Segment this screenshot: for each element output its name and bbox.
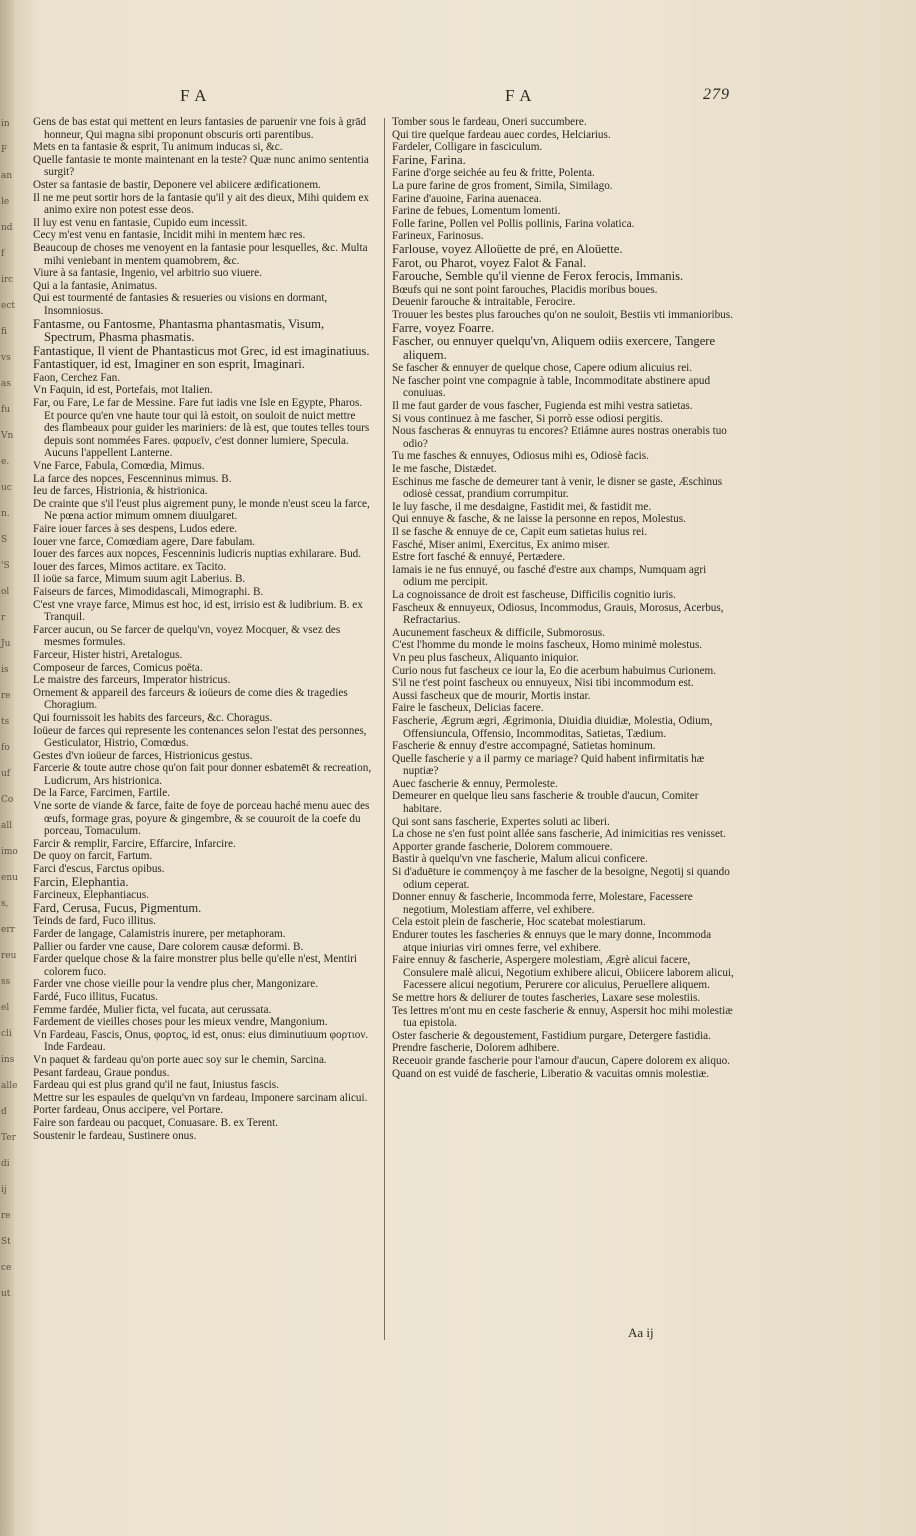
dictionary-entry: Fardé, Fuco illitus, Fucatus. xyxy=(33,990,158,1003)
dictionary-entry: Iouer des farces, Mimos actitare. ex Tacito. xyxy=(33,560,227,573)
dictionary-entry: Quand on est vuidé de fascherie, Liberatio & vacuitas omnis molestiæ. xyxy=(392,1067,709,1080)
dictionary-entry: Fascheux & ennuyeux, Odiosus, Incommodus, Grauis, Morosus, Acerbus, Refractarius. xyxy=(392,601,724,627)
dictionary-entry: De crainte que s'il l'eust plus aigrement puny, le monde n'eust sceu la farce, Ne pœna actior mimum omnem diuulgaret. xyxy=(33,497,370,523)
dictionary-entry: Il se fasche & ennuye de ce, Capit eum satietas huius rei. xyxy=(392,526,648,538)
marginalia-fragment: err xyxy=(1,925,15,935)
marginalia-fragment: le xyxy=(1,197,10,207)
marginalia-fragment: ol xyxy=(1,587,10,597)
dictionary-entry: Faire le fascheux, Delicias facere. xyxy=(392,702,544,715)
marginalia-fragment: d xyxy=(1,1107,7,1117)
dictionary-entry: Fardement de vieilles choses pour les mieux vendre, Mangonium. xyxy=(33,1016,328,1029)
dictionary-entry: Curio nous fut fascheux ce iour la, Eo die acerbum habuimus Curionem. xyxy=(392,664,717,677)
marginalia-fragment: irc xyxy=(1,275,14,285)
dictionary-entry: Deuenir farouche & intraitable, Ferocire. xyxy=(392,296,576,309)
marginalia-fragment: re xyxy=(1,1211,11,1221)
marginalia-fragment: f xyxy=(1,249,5,259)
dictionary-entry: Far, ou Fare, Le far de Messine. Fare fut iadis vne Isle en Egypte, Pharos. Et pource qu'en vne haute tour qui là estoit, on souloit de nuict mettre des flambeaux pour guider les mariniers: de là est, que toutes telles tours depuis sont nommées Fares. φαρυεῖν, c'est donner lumiere, Specula. Aucuns l'appellent Lanterne. xyxy=(33,397,370,460)
dictionary-entry: La farce des nopces, Fescenninus mimus. B. xyxy=(33,472,232,485)
dictionary-entry: La pure farine de gros froment, Simila, Similago. xyxy=(392,179,613,192)
dictionary-entry: Gestes d'vn ioüeur de farces, Histrionicus gestus. xyxy=(33,749,253,762)
marginalia-fragment: alle xyxy=(1,1081,18,1091)
dictionary-entry: Farlouse, voyez Alloüette de pré, en Aloüette. xyxy=(392,241,623,256)
dictionary-entry: Farder quelque chose & la faire monstrer plus belle qu'elle n'est, Mentiri colorem fuco. xyxy=(33,953,358,978)
dictionary-entry: Farceur, Hister histri, Aretalogus. xyxy=(33,648,183,661)
dictionary-entry: Vn Fardeau, Fascis, Onus, φορτος, id est, onus: eius diminutiuum φορτιον. Inde Fardeau. xyxy=(33,1028,369,1054)
dictionary-entry: Farcineux, Elephantiacus. xyxy=(33,889,149,902)
dictionary-entry: Ne fascher point vne compagnie à table, Incommoditate abstinere apud conuiuas. xyxy=(392,374,711,400)
marginalia-fragment: ts xyxy=(1,717,10,727)
marginalia-fragment: fo xyxy=(1,743,10,753)
dictionary-entry: Composeur de farces, Comicus poëta. xyxy=(33,661,203,674)
dictionary-entry: Farcerie & toute autre chose qu'on fait pour donner esbatemēt & recreation, Ludicrum, Ars histrionica. xyxy=(33,762,372,787)
dictionary-entry: Eschinus me fasche de demeurer tant à venir, le disner se gaste, Æschinus odiosè cessat, prandium corrumpitur. xyxy=(392,475,723,501)
dictionary-entry: Farine d'orge seichée au feu & fritte, Polenta. xyxy=(392,167,595,180)
dictionary-entry: Prendre fascherie, Dolorem adhibere. xyxy=(392,1042,560,1055)
page-number: 279 xyxy=(703,86,730,103)
signature-mark: Aa ij xyxy=(628,1325,654,1340)
marginalia-fragment: S xyxy=(1,535,8,545)
dictionary-entry: Ornement & appareil des farceurs & ioüeurs de come dies & tragedies Choragium. xyxy=(33,686,348,712)
dictionary-entry: Aucunement fascheux & difficile, Submorosus. xyxy=(392,626,605,639)
dictionary-entry: Fascherie & ennuy d'estre accompagné, Satietas hominum. xyxy=(392,740,656,753)
dictionary-entry: Iouer vne farce, Comœdiam agere, Dare fabulam. xyxy=(33,535,256,548)
dictionary-entry: Nous fascheras & ennuyras tu encores? Etiámne aures nostras onerabis tuo odio? xyxy=(392,425,727,450)
dictionary-entry: C'est l'homme du monde le moins fascheux, Homo minimè molestus. xyxy=(392,639,703,652)
marginalia-fragment: cli xyxy=(1,1029,12,1039)
dictionary-entry: Faire iouer farces à ses despens, Ludos edere. xyxy=(33,523,238,535)
dictionary-entry: Fantasme, ou Fantosme, Phantasma phantasmatis, Visum, Spectrum, Phasma phasmatis. xyxy=(33,316,325,345)
dictionary-entry: Auec fascherie & ennuy, Permoleste. xyxy=(392,777,558,790)
dictionary-entry: Apporter grande fascherie, Dolorem commouere. xyxy=(392,840,613,853)
dictionary-entry: Vne sorte de viande & farce, faite de foye de porceau haché menu auec des œufs, formage gras, poyure & gingembre, & se couuroit de la coefe du porceau, Tomaculum. xyxy=(33,800,370,838)
dictionary-entry: Soustenir le fardeau, Sustinere onus. xyxy=(33,1129,197,1142)
previous-page-marginalia xyxy=(0,0,18,1536)
dictionary-entry: Fascherie, Ægrum ægri, Ægrimonia, Diuidia diuidiæ, Molestia, Odium, Offensiuncula, Offensio, Incommoditas, Satietas, Tædium. xyxy=(392,714,713,740)
dictionary-entry: Farcer aucun, ou Se farcer de quelqu'vn, voyez Mocquer, & vsez des mesmes formules. xyxy=(33,623,341,649)
dictionary-entry: Farcir & remplir, Farcire, Effarcire, Infarcire. xyxy=(33,837,236,850)
marginalia-fragment: Co xyxy=(1,795,14,805)
marginalia-fragment: as xyxy=(1,379,11,389)
dictionary-entry: Femme fardée, Mulier ficta, vel fucata, aut cerussata. xyxy=(33,1003,272,1016)
marginalia-fragment: ut xyxy=(1,1289,11,1299)
dictionary-entry: Viure à sa fantasie, Ingenio, vel arbitrio suo viuere. xyxy=(33,267,262,280)
right-running-head: FA xyxy=(505,86,538,105)
dictionary-entry: Folle farine, Pollen vel Pollis pollinis, Farina volatica. xyxy=(392,217,635,230)
dictionary-entry: Vn peu plus fascheux, Aliquanto iniquior. xyxy=(392,651,579,664)
marginalia-fragment: fi xyxy=(1,327,8,337)
dictionary-entry: Faire ennuy & fascherie, Aspergere molestiam, Ægrè alicui facere, Consulere malè alicui, Negotium exhibere alicui, Obiicere laborem alicui, Facessere alicui negotium, Perurere cor alicuius, Peruellere aliquem. xyxy=(392,954,734,992)
dictionary-entry: Donner ennuy & fascherie, Incommoda ferre, Molestare, Facessere negotium, Molestiam afferre, vel exhibere. xyxy=(392,891,693,916)
dictionary-entry: Cecy m'est venu en fantasie, Incidit mihi in mentem hæc res. xyxy=(33,229,306,242)
marginalia-fragment: ins xyxy=(1,1055,15,1065)
dictionary-entry: Si vous continuez à me fascher, Si porrò esse odiosi pergitis. xyxy=(392,412,663,425)
marginalia-fragment: re xyxy=(1,691,11,701)
dictionary-entry: Beaucoup de choses me venoyent en la fantasie pour lesquelles, &c. Multa mihi veniebant in mentem quamobrem, &c. xyxy=(33,241,368,267)
dictionary-entry: Iouer des farces aux nopces, Fescenninis ludicris nuptias exhilarare. Bud. xyxy=(33,548,362,561)
dictionary-entry: Faire son fardeau ou pacquet, Conuasare. B. ex Terent. xyxy=(33,1116,279,1129)
dictionary-entry: Qui sont sans fascherie, Expertes soluti ac liberi. xyxy=(392,815,610,828)
dictionary-entry: Le maistre des farceurs, Imperator histricus. xyxy=(33,674,231,687)
dictionary-entry: Faiseurs de farces, Mimodidascali, Mimographi. B. xyxy=(33,585,264,598)
column-rule xyxy=(384,118,385,1340)
dictionary-entry: Quelle fascherie y a il parmy ce mariage? Quid habent infirmitatis hæ nuptiæ? xyxy=(392,752,705,778)
marginalia-fragment: e. xyxy=(1,457,10,467)
dictionary-entry: Farder de langage, Calamistris inurere, per metaphoram. xyxy=(33,928,286,940)
marginalia-fragment: ij xyxy=(1,1185,7,1195)
dictionary-entry: Mettre sur les espaules de quelqu'vn vn fardeau, Imponere sarcinam alicui. xyxy=(33,1091,368,1104)
dictionary-entry: Tes lettres m'ont mu en ceste fascherie & ennuy, Aspersit hoc mihi molestiæ tua epistola. xyxy=(392,1004,733,1030)
left-running-head: FA xyxy=(180,86,213,105)
marginalia-fragment: imo xyxy=(1,847,18,857)
marginalia-fragment: an xyxy=(1,171,13,181)
marginalia-fragment: is xyxy=(1,665,9,675)
dictionary-entry: Receuoir grande fascherie pour l'amour d'aucun, Capere dolorem ex aliquo. xyxy=(392,1054,730,1067)
dictionary-entry: Iamais ie ne fus ennuyé, ou fasché d'estre aux champs, Numquam agri odium me percipit. xyxy=(392,563,707,589)
marginalia-fragment: Ter xyxy=(1,1133,16,1143)
dictionary-entry: Oster fascherie & degoustement, Fastidium purgare, Detergere fastidia. xyxy=(392,1029,711,1042)
dictionary-entry: Farine de febues, Lomentum lomenti. xyxy=(392,205,561,218)
marginalia-fragment: St xyxy=(1,1237,11,1247)
dictionary-entry: Farci d'escus, Farctus opibus. xyxy=(33,863,165,876)
dictionary-entry: Ieu de farces, Histrionia, & histrionica. xyxy=(33,485,208,498)
dictionary-entry: La chose ne s'en fust point allée sans fascherie, Ad inimicitias res venisset. xyxy=(392,828,726,841)
marginalia-fragment: nd xyxy=(1,223,13,233)
dictionary-entry: Teinds de fard, Fuco illitus. xyxy=(33,915,156,928)
marginalia-fragment: r xyxy=(1,613,6,623)
marginalia-fragment: ect xyxy=(1,301,15,311)
dictionary-entry: Fantastique, Il vient de Phantasticus mot Grec, id est imaginatiuus. xyxy=(33,343,370,358)
dictionary-entry: Farcin, Elephantia. xyxy=(33,874,129,889)
marginalia-fragment: in xyxy=(1,119,10,129)
dictionary-entry: Fard, Cerusa, Fucus, Pigmentum. xyxy=(33,900,202,915)
dictionary-entry: Qui ennuye & fasche, & ne laisse la personne en repos, Molestus. xyxy=(392,513,686,526)
dictionary-entry: Mets en ta fantasie & esprit, Tu animum inducas si, &c. xyxy=(33,141,283,154)
dictionary-entry: Il me faut garder de vous fascher, Fugienda est mihi vestra satietas. xyxy=(392,400,693,413)
dictionary-entry: Trouuer les bestes plus farouches qu'on ne souloit, Bestiis vti immanioribus. xyxy=(392,308,733,321)
marginalia-fragment: Ju xyxy=(1,639,11,649)
marginalia-fragment: uc xyxy=(1,483,12,493)
dictionary-entry: Oster sa fantasie de bastir, Deponere vel abiicere ædificationem. xyxy=(33,178,321,191)
dictionary-entry: Farine d'auoine, Farina auenacea. xyxy=(392,192,542,205)
dictionary-entry: Qui a la fantasie, Animatus. xyxy=(33,279,158,292)
dictionary-entry: Si d'aduēture ie commençoy à me fascher de la besoigne, Negotij si quando odium ceperat. xyxy=(392,866,730,891)
marginalia-fragment: Vn xyxy=(1,431,14,441)
dictionary-entry: Farouche, Semble qu'il vienne de Ferox ferocis, Immanis. xyxy=(392,269,684,284)
marginalia-fragment: fu xyxy=(1,405,11,415)
dictionary-entry: De la Farce, Farcimen, Fartile. xyxy=(33,787,170,800)
dictionary-entry: Faon, Cerchez Fan. xyxy=(33,371,120,384)
marginalia-fragment: n. xyxy=(1,509,10,519)
dictionary-entry: Farine, Farina. xyxy=(392,152,466,167)
dictionary-entry: La cognoissance de droit est fascheuse, Difficilis cognitio iuris. xyxy=(392,588,676,601)
dictionary-entry: Il luy est venu en fantasie, Cupido eum incessit. xyxy=(33,216,248,229)
dictionary-entry: Vne Farce, Fabula, Comœdia, Mimus. xyxy=(33,460,205,473)
marginalia-fragment: enu xyxy=(1,873,18,883)
marginalia-fragment: 'S xyxy=(1,561,10,571)
marginalia-fragment: di xyxy=(1,1159,10,1169)
dictionary-entry: Bœufs qui ne sont point farouches, Placidis moribus boues. xyxy=(392,283,658,296)
dictionary-entry: Qui est tourmenté de fantasies & resueries ou visions en dormant, Insomniosus. xyxy=(33,292,328,317)
dictionary-entry: Vn paquet & fardeau qu'on porte auec soy sur le chemin, Sarcina. xyxy=(33,1053,327,1066)
dictionary-entry: Ioüeur de farces qui represente les contenances selon l'estat des personnes, Gesticulator, Histrio, Comœdus. xyxy=(33,724,367,750)
marginalia-fragment: F xyxy=(1,145,8,155)
dictionary-entry: Il ne me peut sortir hors de la fantasie qu'il y ait des dieux, Mihi quidem ex animo exire non potest esse deos. xyxy=(33,191,370,217)
dictionary-entry: De quoy on farcit, Fartum. xyxy=(33,850,153,863)
dictionary-entry: Fascher, ou ennuyer quelqu'vn, Aliquem odiis exercere, Tangere aliquem. xyxy=(392,334,716,362)
dictionary-entry: Endurer toutes les fascheries & ennuys que le mary donne, Incommoda atque iniurias viri omnes ferre, vel exhibere. xyxy=(392,929,712,954)
dictionary-entry: Farder vne chose vieille pour la vendre plus cher, Mangonizare. xyxy=(33,978,319,991)
dictionary-entry: Aussi fascheux que de mourir, Mortis instar. xyxy=(392,689,591,702)
dictionary-entry: Farineux, Farinosus. xyxy=(392,230,484,243)
dictionary-entry: Se mettre hors & deliurer de toutes fascheries, Laxare sese molestiis. xyxy=(392,991,701,1004)
dictionary-entry: Farre, voyez Foarre. xyxy=(392,320,495,335)
dictionary-entry: Ie luy fasche, il me desdaigne, Fastidit mei, & fastidit me. xyxy=(392,500,652,513)
dictionary-entry: Porter fardeau, Onus accipere, vel Portare. xyxy=(33,1104,224,1117)
dictionary-entry: Pallier ou farder vne cause, Dare colorem causæ deformi. B. xyxy=(33,940,304,953)
dictionary-entry: Qui tire quelque fardeau auec cordes, Helciarius. xyxy=(392,128,611,141)
marginalia-fragment: s, xyxy=(1,899,9,909)
dictionary-entry: Vn Faquin, id est, Portefais, mot Italien. xyxy=(33,384,213,397)
dictionary-entry: Demeurer en quelque lieu sans fascherie & trouble d'aucun, Comiter habitare. xyxy=(392,790,699,816)
dictionary-entry: Il ioüe sa farce, Mimum suum agit Laberius. B. xyxy=(33,573,246,586)
marginalia-fragment: all xyxy=(1,821,13,831)
dictionary-entry: Fardeau qui est plus grand qu'il ne faut, Iniustus fascis. xyxy=(33,1079,279,1092)
dictionary-entry: Farot, ou Pharot, voyez Falot & Fanal. xyxy=(392,255,587,270)
dictionary-entry: Bastir à quelqu'vn vne fascherie, Malum alicui conficere. xyxy=(392,853,648,866)
dictionary-entry: Gens de bas estat qui mettent en leurs fantasies de paruenir vne fois à grād honneur, Qui magna sibi proponunt obscuris orti parentibus. xyxy=(33,116,367,141)
right-column xyxy=(392,116,737,1080)
dictionary-entry: Pesant fardeau, Graue pondus. xyxy=(33,1066,170,1079)
dictionary-entry: Qui fournissoit les habits des farceurs, &c. Choragus. xyxy=(33,711,273,724)
dictionary-entry: Ie me fasche, Distædet. xyxy=(392,463,497,476)
dictionary-entry: S'il ne t'est point fascheux ou ennuyeux, Nisi tibi incommodum est. xyxy=(392,677,694,690)
dictionary-entry: Cela estoit plein de fascherie, Hoc scatebat molestiarum. xyxy=(392,916,646,929)
dictionary-entry: Quelle fantasie te monte maintenant en la teste? Quæ nunc animo sententia surgit? xyxy=(33,153,369,179)
left-column xyxy=(33,116,373,1142)
marginalia-fragment: reu xyxy=(1,951,17,961)
marginalia-fragment: el xyxy=(1,1003,10,1013)
marginalia-fragment: uf xyxy=(1,769,11,779)
dictionary-entry: Se fascher & ennuyer de quelque chose, Capere odium alicuius rei. xyxy=(392,362,693,375)
marginalia-fragment: vs xyxy=(1,353,11,363)
dictionary-entry: C'est vne vraye farce, Mimus est hoc, id est, irrisio est & ludibrium. B. ex Tranquil. xyxy=(33,598,363,624)
dictionary-entry: Fardeler, Colligare in fasciculum. xyxy=(392,141,543,154)
dictionary-entry: Estre fort fasché & ennuyé, Pertædere. xyxy=(392,551,566,564)
marginalia-fragment: ce xyxy=(1,1263,12,1273)
dictionary-entry: Tu me fasches & ennuyes, Odiosus mihi es, Odiosè facis. xyxy=(392,450,649,463)
dictionary-entry: Tomber sous le fardeau, Oneri succumbere. xyxy=(392,116,587,128)
dictionary-entry: Fasché, Miser animi, Exercitus, Ex animo miser. xyxy=(392,538,610,551)
marginalia-fragment: ss xyxy=(1,977,11,987)
dictionary-entry: Fantastiquer, id est, Imaginer en son esprit, Imaginari. xyxy=(33,357,305,372)
